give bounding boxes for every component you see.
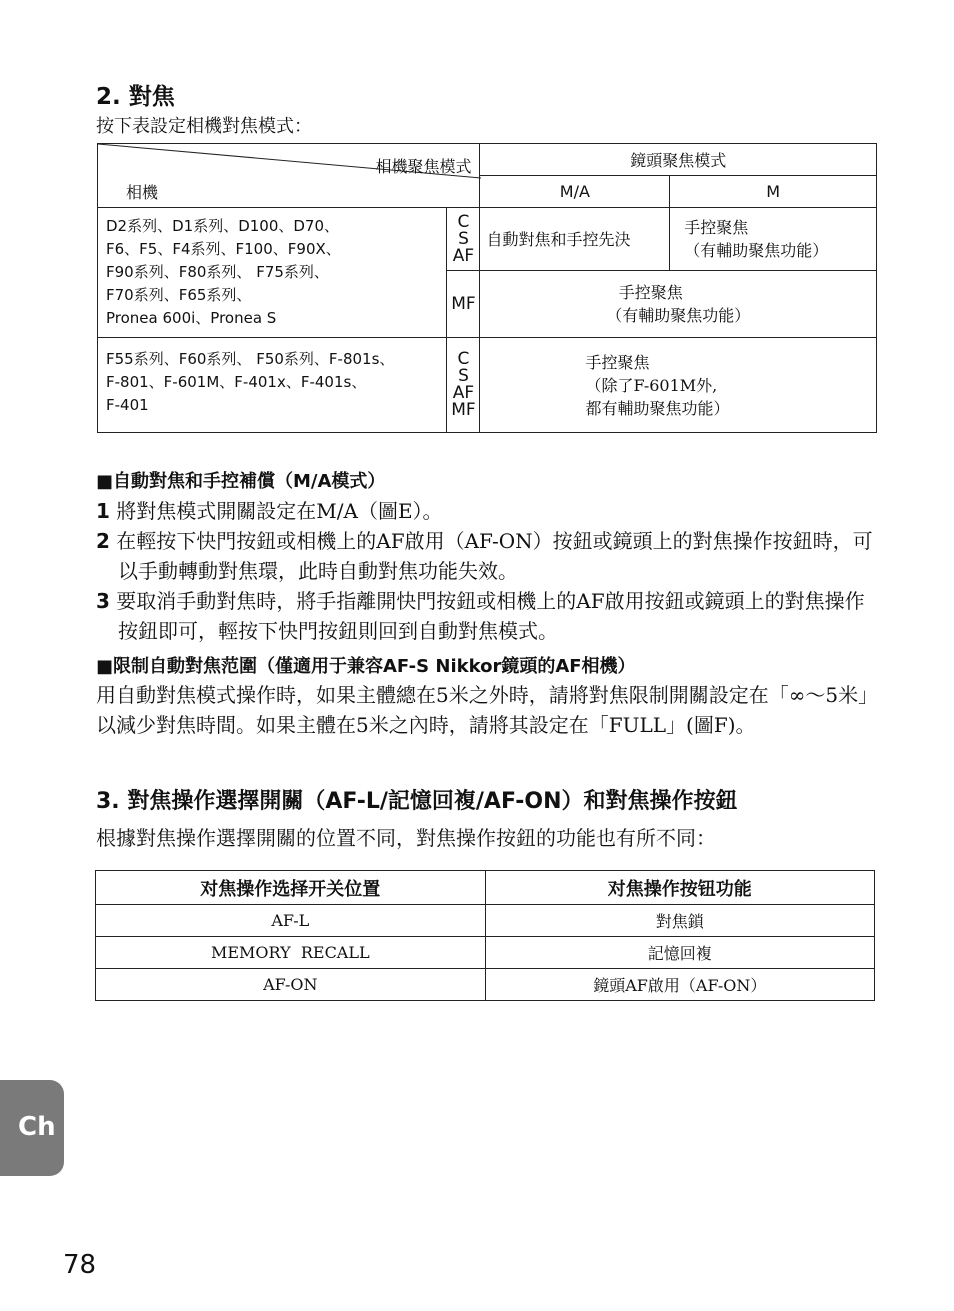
section-2-title: 2. 對焦 (96, 84, 175, 110)
mf-cell (480, 271, 877, 338)
step-number: 3 (96, 589, 110, 613)
col-m-header: M (670, 176, 877, 208)
cell-line: 都有輔助聚焦功能） (585, 398, 730, 418)
ma-section-title: ■自動對焦和手控補償（M/A模式） (96, 471, 386, 492)
col-ma-header: M/A (480, 176, 670, 208)
mode-letter: S (458, 228, 469, 249)
mode-letter: C (457, 211, 470, 232)
model-line: F90系列、F80系列、 F75系列、 (106, 263, 329, 281)
button-function-cell: 記憶回複 (485, 937, 874, 969)
mode-mf: MF (447, 271, 480, 338)
limit-section-title: ■限制自動對焦范圍（僅適用于兼容AF-S Nikkor鏡頭的AF相機） (96, 656, 636, 677)
model-line: D2系列、D1系列、D100、D70、 (106, 217, 340, 235)
model-line: F6、F5、F4系列、F100、F90X、 (106, 240, 341, 258)
mode-letter: AF (452, 245, 475, 266)
section-3-title: 3. 對焦操作選擇開關（AF-L/記憶回複/AF-ON）和對焦操作按鈕 (96, 789, 738, 814)
diagonal-header-cell (98, 144, 480, 208)
mode-letter: C (457, 349, 470, 369)
mode-csaf (447, 208, 480, 271)
cell-line: （有輔助聚焦功能） (606, 306, 751, 325)
button-function-header: 对焦操作按钮功能 (485, 871, 874, 905)
switch-position-cell: AF-L (96, 905, 486, 937)
button-function-cell: 對焦鎖 (485, 905, 874, 937)
model-line: F-801、F-601M、F-401x、F-401s、 (106, 373, 367, 391)
mode-letter: S (458, 366, 469, 386)
section-3-intro: 根據對焦操作選擇開關的位置不同，對焦操作按鈕的功能也有所不同： (96, 826, 716, 850)
mode-letter: AF (452, 383, 475, 403)
camera-label: 相機 (126, 183, 159, 202)
step-text: 將對焦模式開關設定在M/A（圖E）。 (116, 499, 443, 523)
lens-focus-mode-header: 鏡頭聚焦模式 (480, 144, 877, 176)
ma-step-2 (96, 526, 881, 586)
csaf-ma-cell: 自動對焦和手控先決 (480, 208, 670, 271)
group2-all-cell (480, 338, 877, 433)
ma-step-1 (96, 496, 881, 526)
switch-position-cell: AF-ON (96, 969, 486, 1001)
group2-models (98, 338, 447, 433)
step-text: 要取消手動對焦時，將手指離開快門按鈕或相機上的AF啟用按鈕或鏡頭上的對焦操作按鈕即可，輕按下快門按鈕則回到自動對焦模式。 (116, 589, 865, 643)
mode-letter: MF (451, 400, 476, 420)
camera-focus-mode-label: 相機聚焦模式 (375, 157, 472, 176)
focus-mode-table (97, 143, 877, 433)
step-number: 2 (96, 529, 110, 553)
page-number: 78 (63, 1250, 97, 1280)
csaf-m-cell (670, 208, 877, 271)
ma-step-3 (96, 586, 881, 646)
switch-function-table (95, 870, 875, 1001)
switch-position-cell: MEMORY RECALL (96, 937, 486, 969)
model-line: Pronea 600i、Pronea S (106, 309, 277, 327)
cell-line: （除了F-601M外, (585, 375, 718, 395)
button-function-cell: 鏡頭AF啟用（AF-ON） (485, 969, 874, 1001)
mode-csafmf (447, 338, 480, 433)
cell-line: 手控聚焦 (618, 283, 683, 302)
table-row (96, 969, 875, 1001)
chapter-tab-label: Ch (18, 1112, 56, 1142)
chapter-tab (0, 1080, 64, 1176)
model-line: F-401 (106, 396, 149, 414)
table-row (96, 905, 875, 937)
group1-models (98, 208, 447, 338)
step-text: 在輕按下快門按鈕或相機上的AF啟用（AF-ON）按鈕或鏡頭上的對焦操作按鈕時，可以手動轉動對焦環，此時自動對焦功能失效。 (116, 529, 873, 583)
limit-section-text: 用自動對焦模式操作時，如果主體總在5米之外時，請將對焦限制開關設定在「∞～5米」以減少對焦時間。如果主體在5米之內時，請將其設定在「FULL」(圖F)。 (96, 683, 879, 737)
step-number: 1 (96, 499, 110, 523)
cell-line: （有輔助聚焦功能） (684, 241, 829, 260)
table-row (96, 937, 875, 969)
cell-line: 手控聚焦 (585, 352, 650, 372)
model-line: F70系列、F65系列、 (106, 286, 252, 304)
model-line: F55系列、F60系列、 F50系列、F-801s、 (106, 350, 395, 368)
section-2-intro: 按下表設定相機對焦模式： (96, 116, 312, 137)
switch-position-header: 对焦操作选择开关位置 (96, 871, 486, 905)
cell-line: 手控聚焦 (684, 218, 749, 237)
